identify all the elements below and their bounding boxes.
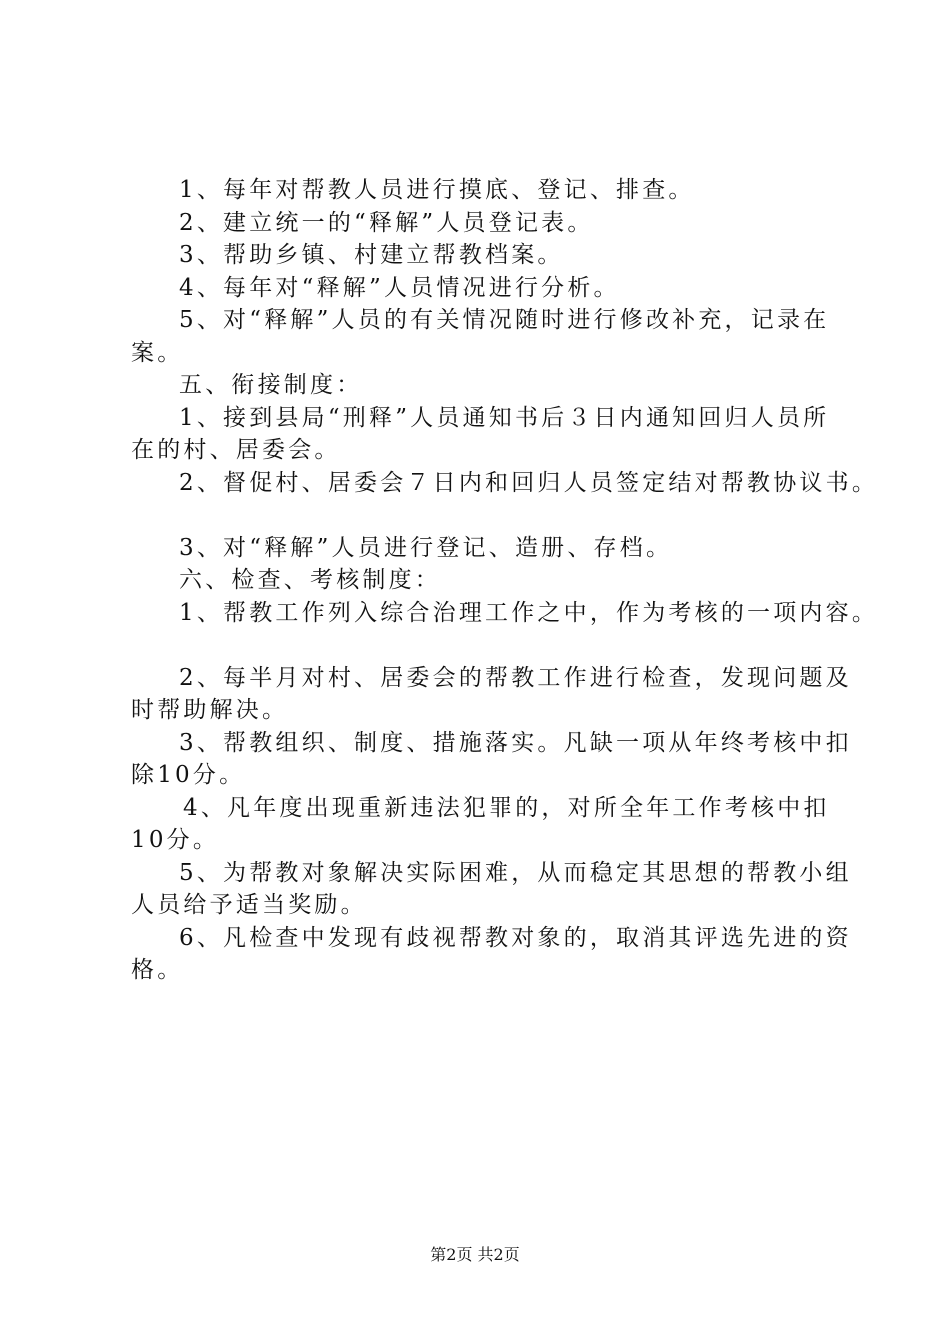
paragraph-line: 4、每年对“释解”人员情况进行分析。 <box>179 274 620 301</box>
paragraph-line-continuation: 格。 <box>131 957 184 983</box>
paragraph-line: 4、凡年度出现重新违法犯罪的，对所全年工作考核中扣 <box>183 794 830 821</box>
paragraph-line-continuation: 在的村、居委会。 <box>131 437 341 463</box>
paragraph-line: 2、建立统一的“释解”人员登记表。 <box>179 209 594 236</box>
paragraph-line-continuation: 人员给予适当奖励。 <box>131 892 367 918</box>
paragraph-line: 3、对“释解”人员进行登记、造册、存档。 <box>179 534 673 561</box>
paragraph-line: 2、每半月对村、居委会的帮教工作进行检查，发现问题及 <box>179 664 852 691</box>
page-footer: 第2页 共2页 <box>430 1245 520 1264</box>
paragraph-line: 5、对“释解”人员的有关情况随时进行修改补充，记录在 <box>179 307 830 333</box>
document-body <box>131 174 879 987</box>
paragraph-line: 1、每年对帮教人员进行摸底、登记、排查。 <box>179 177 695 203</box>
section-heading: 六、检查、考核制度： <box>179 567 441 593</box>
section-heading: 五、衔接制度： <box>179 372 363 398</box>
paragraph-line: 3、帮教组织、制度、措施落实。凡缺一项从年终考核中扣 <box>179 729 852 756</box>
paragraph-line-continuation: 除10分。 <box>131 762 246 788</box>
blank-line <box>131 629 831 662</box>
paragraph-line: 1、帮教工作列入综合治理工作之中，作为考核的一项内容。 <box>179 599 879 626</box>
paragraph-line: 6、凡检查中发现有歧视帮教对象的，取消其评选先进的资 <box>179 924 852 951</box>
paragraph-line-continuation: 10分。 <box>131 827 220 853</box>
paragraph-line: 2、督促村、居委会７日内和回归人员签定结对帮教协议书。 <box>179 469 879 496</box>
paragraph-line-continuation: 案。 <box>131 339 184 366</box>
blank-line <box>131 499 831 532</box>
paragraph-line: 1、接到县局“刑释”人员通知书后３日内通知回归人员所 <box>179 404 830 431</box>
paragraph-line: 5、为帮教对象解决实际困难，从而稳定其思想的帮教小组 <box>179 859 852 886</box>
paragraph-line-continuation: 时帮助解决。 <box>131 697 289 723</box>
paragraph-line: 3、帮助乡镇、村建立帮教档案。 <box>179 242 564 268</box>
